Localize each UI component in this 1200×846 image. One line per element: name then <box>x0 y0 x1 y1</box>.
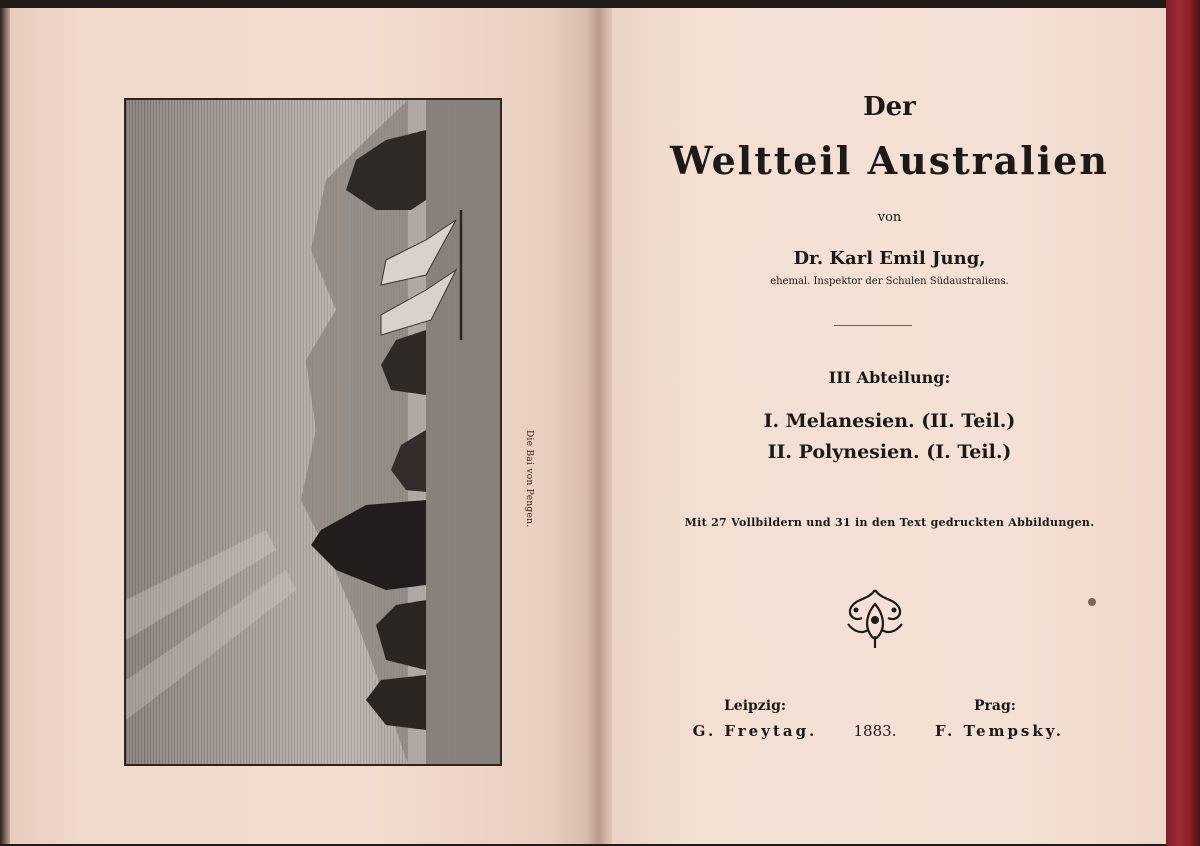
publisher-name-2: F. Tempsky. <box>935 722 1064 740</box>
author-role: ehemal. Inspektor der Schulen Südaustraliens. <box>770 276 1009 287</box>
publisher-name-1: G. Freytag. <box>692 722 818 740</box>
publication-year: 1883. <box>853 722 897 740</box>
title-line-2: Weltteil Australien <box>670 138 1109 183</box>
plate-caption: Die Bai von Pengen. <box>524 430 534 528</box>
by-label: von <box>877 210 902 225</box>
part-1-line: I. Melanesien. (II. Teil.) <box>763 410 1016 432</box>
book-cover-edge <box>1166 0 1200 846</box>
publisher-city-2: Prag: <box>974 698 1016 714</box>
part-2-line: II. Polynesien. (I. Teil.) <box>767 441 1012 463</box>
section-heading: III Abteilung: <box>828 368 951 387</box>
floral-vignette-icon <box>838 584 912 652</box>
paper-blemish <box>1088 598 1096 606</box>
book-gutter <box>588 8 614 844</box>
engraving-plate <box>124 98 502 766</box>
illustrations-note: Mit 27 Vollbildern und 31 in den Text gedruckten Abbildungen. <box>684 516 1095 529</box>
title-divider <box>834 325 912 326</box>
author-name: Dr. Karl Emil Jung, <box>793 248 986 269</box>
title-line-1: Der <box>863 92 916 122</box>
publisher-city-1: Leipzig: <box>723 698 787 714</box>
engraving-illustration <box>126 100 500 764</box>
